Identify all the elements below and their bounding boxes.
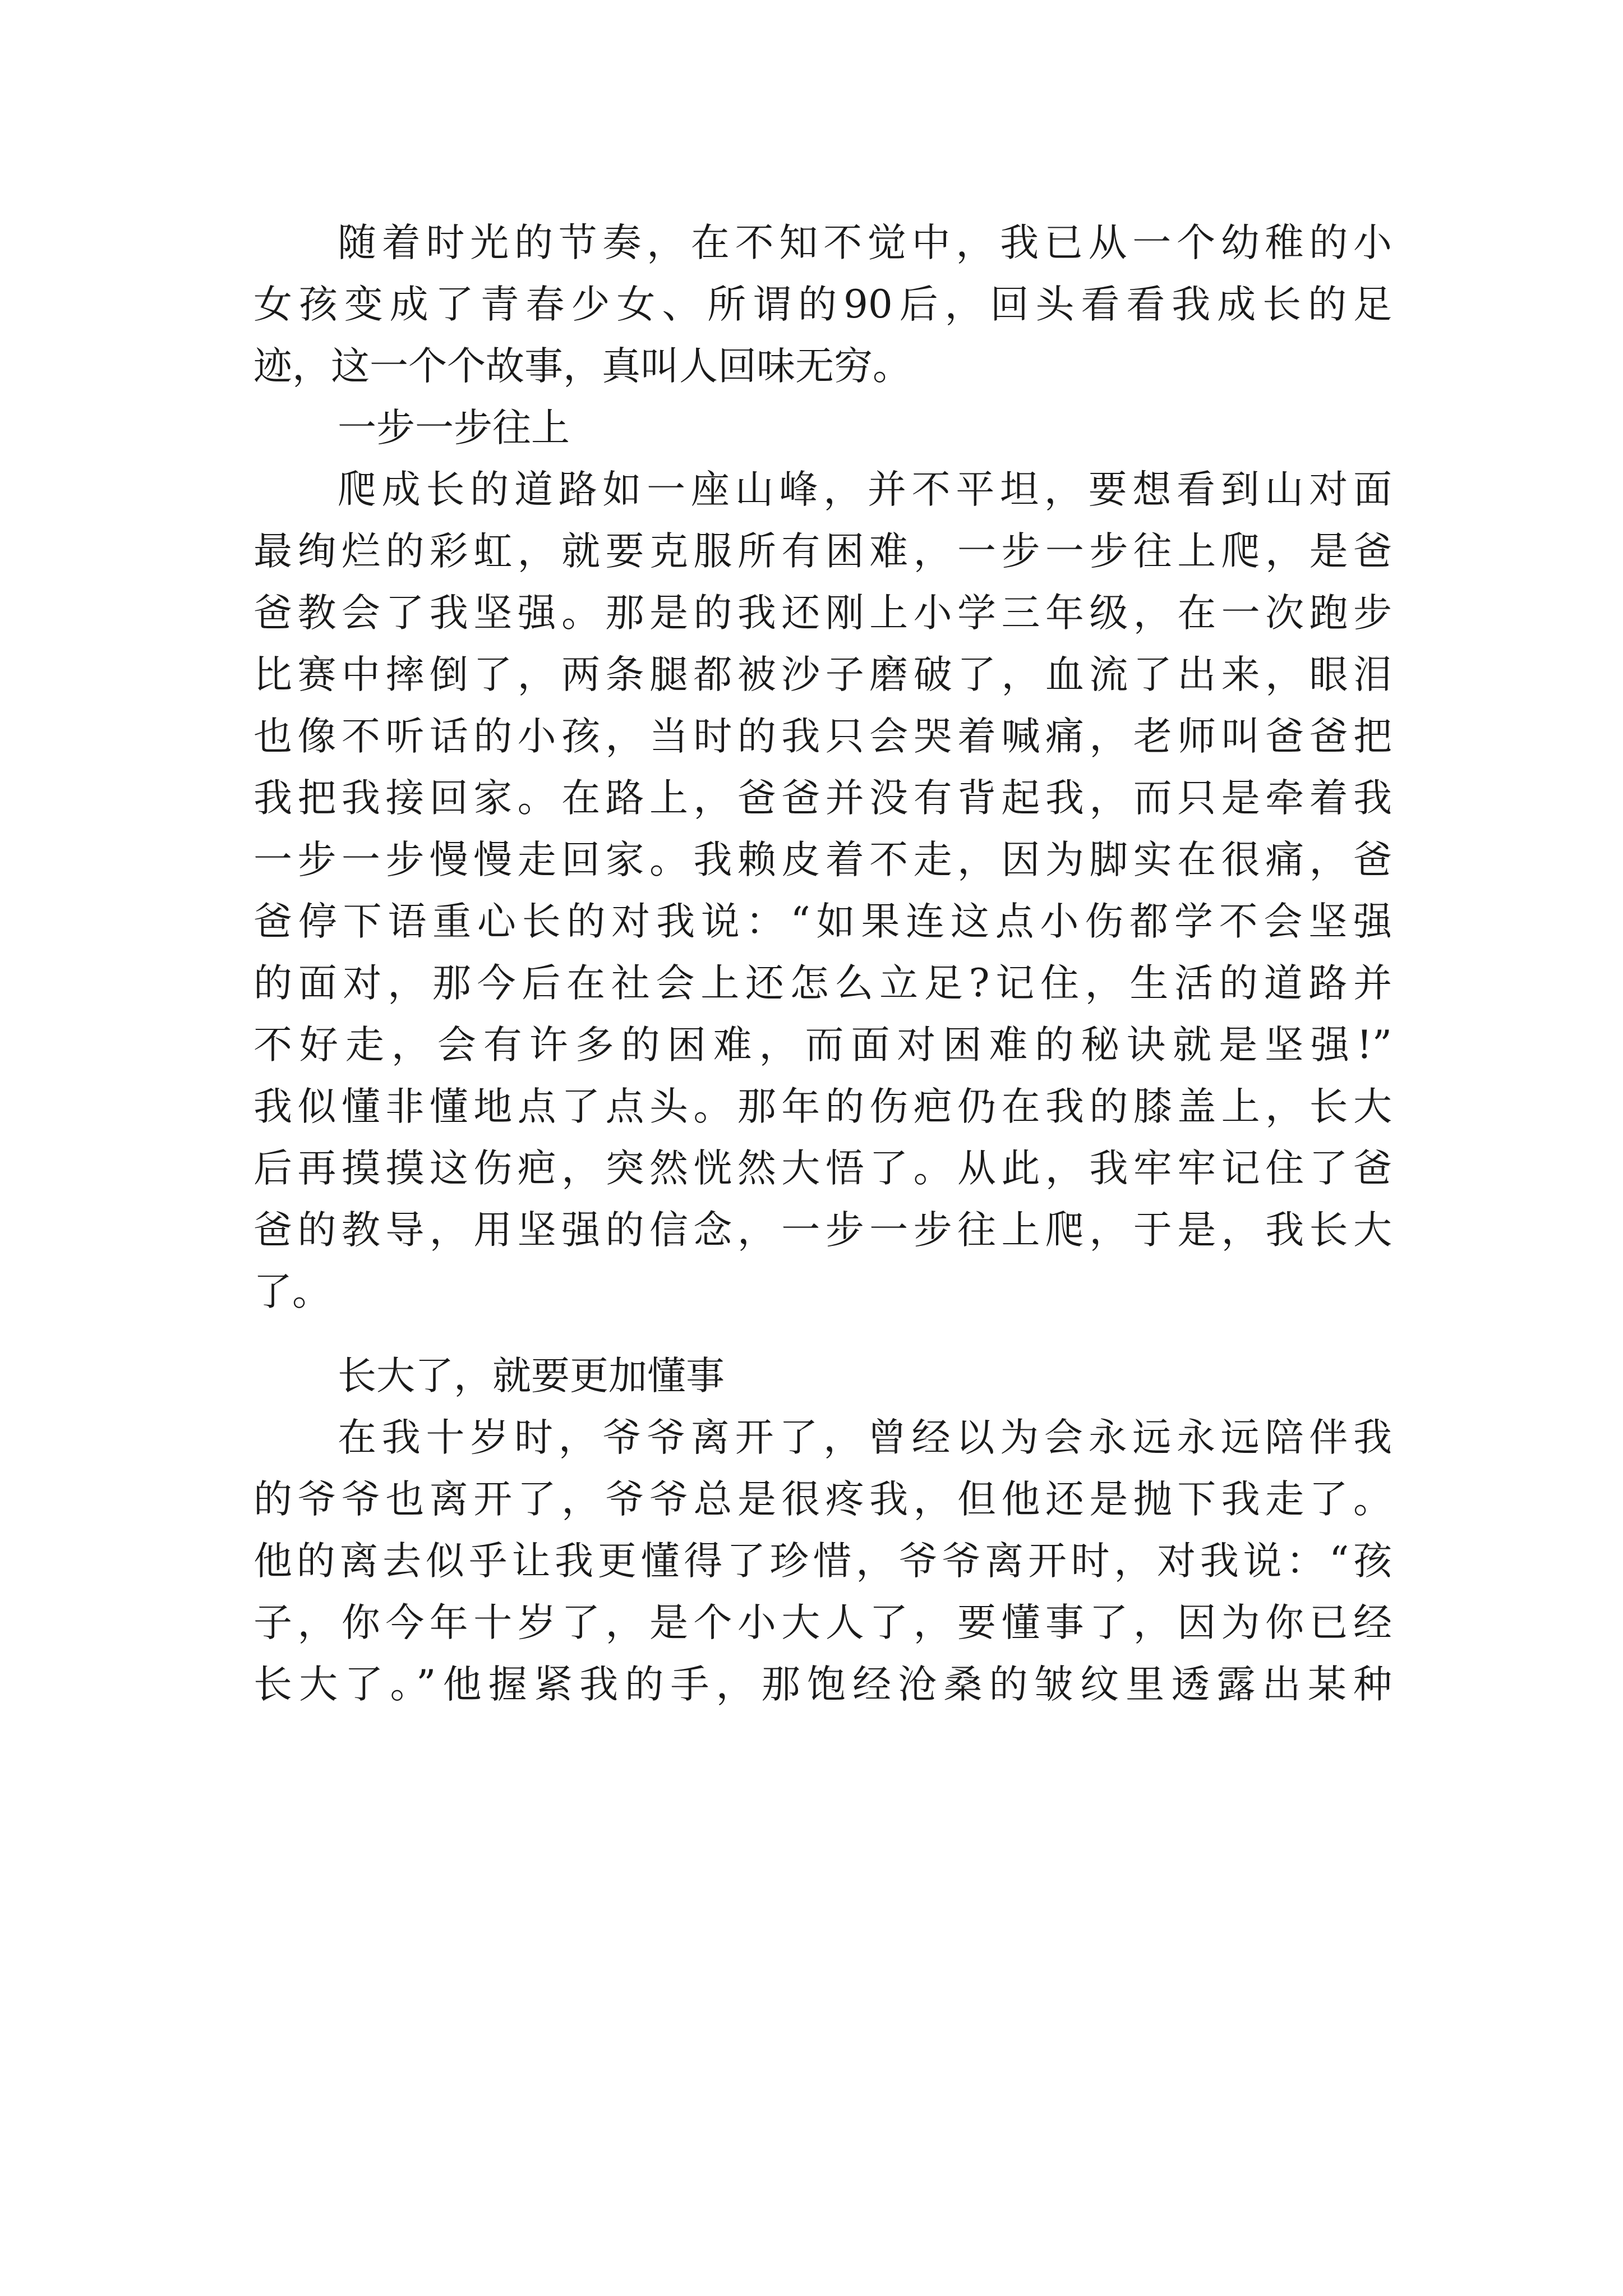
document-body <box>253 212 1392 1715</box>
paragraph-line: 不好走，会有许多的困难，而面对困难的秘诀就是坚强!” <box>253 1023 1392 1068</box>
paragraph-line: 比赛中摔倒了，两条腿都被沙子磨破了，血流了出来，眼泪 <box>253 652 1392 697</box>
section-heading: 长大了，就要更加懂事 <box>338 1354 725 1398</box>
paragraph-line: 爸停下语重心长的对我说：“如果连这点小伤都学不会坚强 <box>253 899 1392 944</box>
paragraph-line: 爬成长的道路如一座山峰，并不平坦，要想看到山对面 <box>338 467 1392 512</box>
paragraph-line: 一步一步慢慢走回家。我赖皮着不走，因为脚实在很痛，爸 <box>253 838 1392 882</box>
paragraph-line: 迹，这一个个故事，真叫人回味无穷。 <box>253 344 911 389</box>
paragraph-line: 随着时光的节奏，在不知不觉中，我已从一个幼稚的小 <box>338 220 1392 265</box>
paragraph-line: 的爷爷也离开了，爷爷总是很疼我，但他还是抛下我走了。 <box>253 1477 1392 1522</box>
paragraph-line: 爸的教导，用坚强的信念，一步一步往上爬，于是，我长大 <box>253 1208 1392 1253</box>
paragraph-line: 长大了。”他握紧我的手，那饱经沧桑的皱纹里透露出某种 <box>253 1662 1392 1707</box>
paragraph-line: 在我十岁时，爷爷离开了，曾经以为会永远永远陪伴我 <box>338 1415 1392 1460</box>
paragraph-line: 也像不听话的小孩，当时的我只会哭着喊痛，老师叫爸爸把 <box>253 714 1392 759</box>
paragraph-line: 最绚烂的彩虹，就要克服所有困难，一步一步往上爬，是爸 <box>253 529 1392 574</box>
paragraph-line: 的面对，那今后在社会上还怎么立足?记住，生活的道路并 <box>253 961 1392 1006</box>
paragraph-line: 他的离去似乎让我更懂得了珍惜，爷爷离开时，对我说：“孩 <box>253 1539 1392 1584</box>
paragraph-line: 我似懂非懂地点了点头。那年的伤疤仍在我的膝盖上，长大 <box>253 1084 1392 1129</box>
paragraph-line: 我把我接回家。在路上，爸爸并没有背起我，而只是牵着我 <box>253 776 1392 821</box>
section-heading: 一步一步往上 <box>338 406 570 450</box>
paragraph-line: 子，你今年十岁了，是个小大人了，要懂事了，因为你已经 <box>253 1600 1392 1645</box>
paragraph-line: 了。 <box>253 1269 331 1314</box>
paragraph-line: 女孩变成了青春少女、所谓的90后，回头看看我成长的足 <box>253 282 1392 327</box>
paragraph-spacer <box>253 1323 1392 1345</box>
paragraph-line: 爸教会了我坚强。那是的我还刚上小学三年级，在一次跑步 <box>253 591 1392 636</box>
paragraph-line: 后再摸摸这伤疤，突然恍然大悟了。从此，我牢牢记住了爸 <box>253 1146 1392 1191</box>
